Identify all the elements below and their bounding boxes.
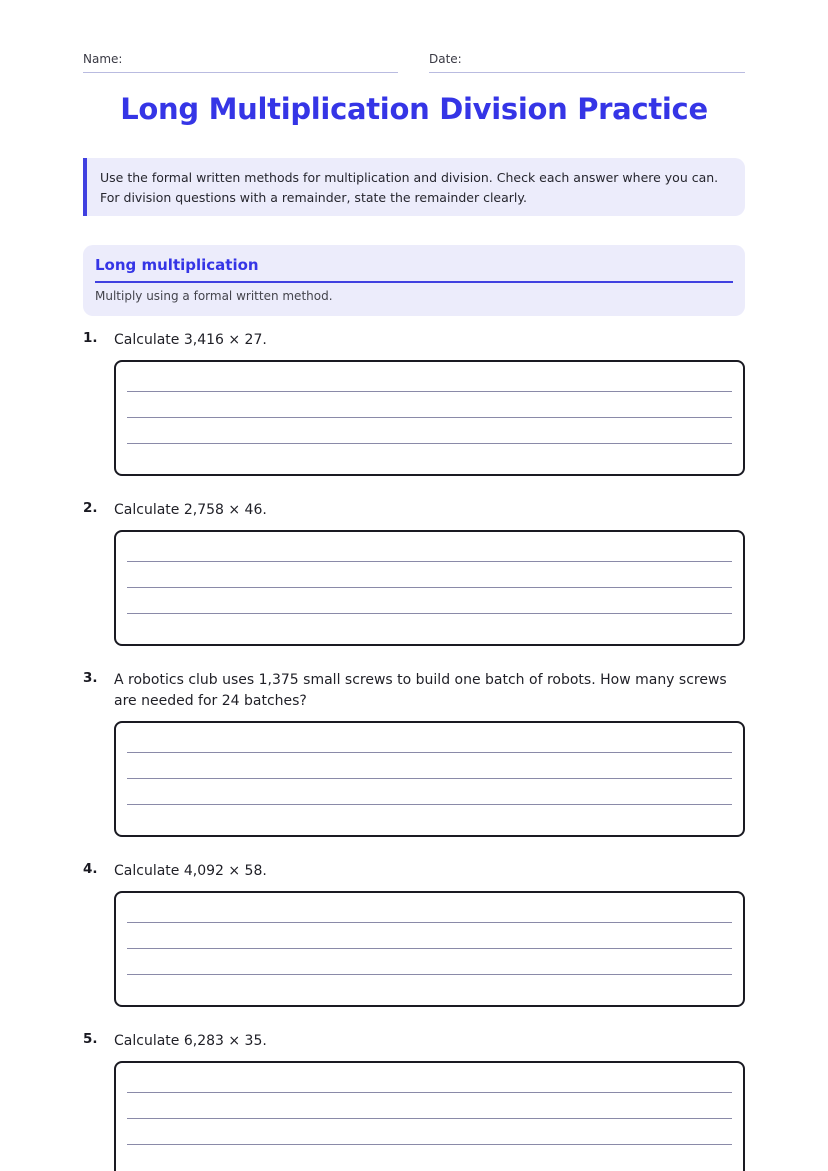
answer-line <box>127 1118 732 1119</box>
answer-line <box>127 443 732 444</box>
question-number: 2. <box>83 500 98 516</box>
question-text: Calculate 6,283 × 35. <box>114 1033 267 1049</box>
question-number: 4. <box>83 861 98 877</box>
answer-box[interactable] <box>114 721 745 837</box>
question-text: Calculate 2,758 × 46. <box>114 502 267 518</box>
instructions-panel <box>83 158 745 216</box>
section-header <box>83 245 745 316</box>
question-text: Calculate 4,092 × 58. <box>114 863 267 879</box>
question-number: 5. <box>83 1031 98 1047</box>
page-title: Long Multiplication Division Practice <box>120 92 708 126</box>
answer-line <box>127 778 732 779</box>
name-field[interactable] <box>83 52 398 73</box>
header-row <box>83 52 745 74</box>
date-field[interactable] <box>429 52 745 73</box>
question-number: 1. <box>83 330 98 346</box>
name-label: Name: <box>83 52 123 66</box>
answer-line <box>127 974 732 975</box>
section-subtitle: Multiply using a formal written method. <box>95 289 333 303</box>
question-text: A robotics club uses 1,375 small screws to build one batch of robots. How many screws are needed for 24 batches? <box>114 672 727 709</box>
answer-line <box>127 417 732 418</box>
answer-line <box>127 1144 732 1145</box>
answer-box[interactable] <box>114 530 745 646</box>
answer-box[interactable] <box>114 1061 745 1171</box>
answer-line <box>127 752 732 753</box>
answer-box[interactable] <box>114 360 745 476</box>
answer-line <box>127 391 732 392</box>
answer-line <box>127 922 732 923</box>
answer-line <box>127 561 732 562</box>
answer-line <box>127 804 732 805</box>
answer-line <box>127 1092 732 1093</box>
answer-line <box>127 948 732 949</box>
question-text: Calculate 3,416 × 27. <box>114 332 267 348</box>
question-number: 3. <box>83 670 98 686</box>
date-label: Date: <box>429 52 462 66</box>
section-title: Long multiplication <box>95 256 733 283</box>
answer-line <box>127 587 732 588</box>
instructions-text: Use the formal written methods for multiplication and division. Check each answer where you can. For division questions with a remainder, state the remainder clearly. <box>100 170 719 205</box>
answer-box[interactable] <box>114 891 745 1007</box>
answer-line <box>127 613 732 614</box>
